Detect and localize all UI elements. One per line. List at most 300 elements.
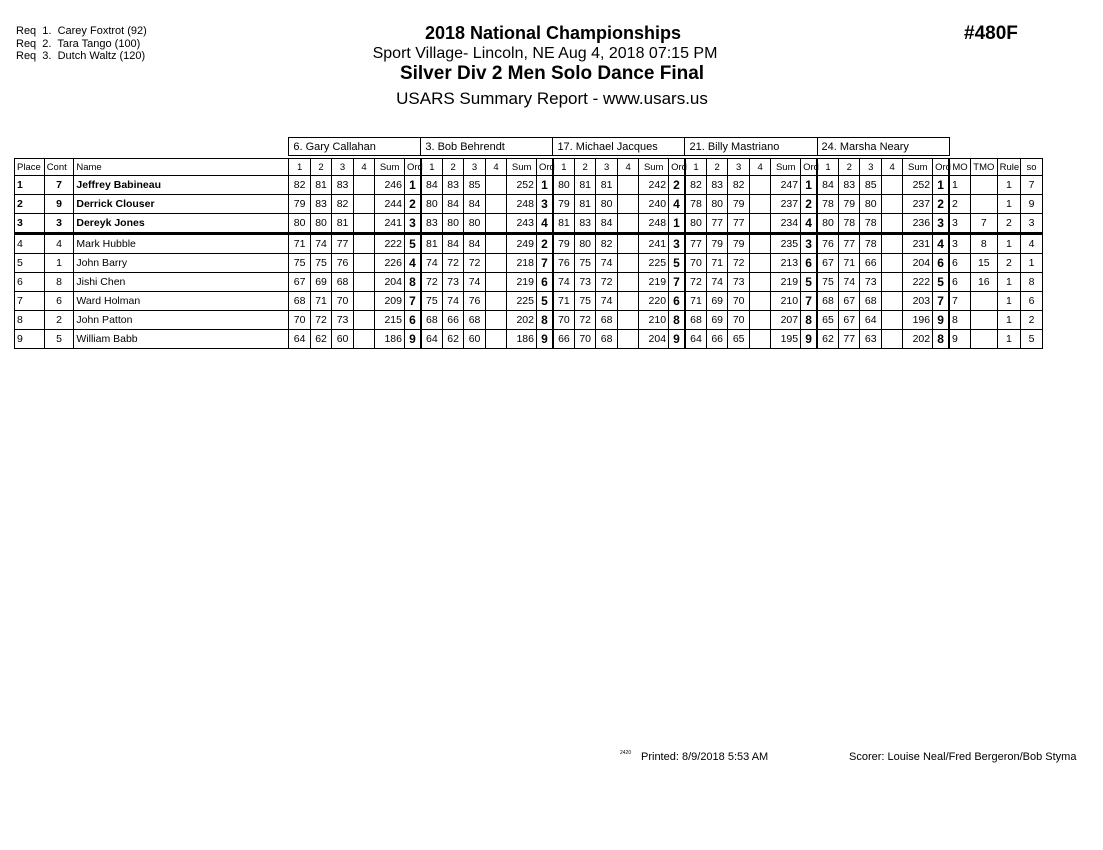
score-cell: 70 — [728, 311, 749, 330]
score-cell — [353, 195, 374, 214]
col-score-s1: 1 — [817, 159, 838, 176]
venue-line: Sport Village- Lincoln, NE Aug 4, 2018 07:15 PM — [372, 45, 718, 62]
col-tmo: TMO — [971, 159, 998, 176]
col-cont: Cont — [44, 159, 74, 176]
page-title: 2018 National Championships — [424, 23, 682, 43]
judge-header-spacer — [949, 138, 1042, 156]
score-cell — [353, 311, 374, 330]
sum-cell: 213 — [771, 254, 801, 273]
ord-cell: 8 — [536, 311, 552, 330]
score-cell: 70 — [685, 254, 706, 273]
ord-cell: 1 — [801, 176, 817, 195]
score-cell: 84 — [596, 214, 617, 234]
tmo-cell — [971, 176, 998, 195]
sum-cell: 202 — [903, 330, 933, 349]
so-cell: 5 — [1021, 330, 1043, 349]
ord-cell: 2 — [669, 176, 685, 195]
score-cell: 77 — [706, 214, 727, 234]
score-cell: 79 — [728, 234, 749, 254]
score-cell: 81 — [421, 234, 442, 254]
score-cell: 79 — [553, 234, 574, 254]
score-cell: 68 — [332, 273, 353, 292]
score-cell: 80 — [596, 195, 617, 214]
sum-cell: 237 — [903, 195, 933, 214]
col-rule: Rule — [997, 159, 1021, 176]
score-cell — [617, 254, 638, 273]
ord-cell: 6 — [669, 292, 685, 311]
score-cell: 75 — [574, 254, 595, 273]
score-cell: 82 — [685, 176, 706, 195]
place-cell: 3 — [15, 214, 45, 234]
col-name: Name — [74, 159, 289, 176]
table-row — [15, 234, 1043, 254]
col-ord: Ord — [669, 159, 685, 176]
score-cell — [485, 292, 506, 311]
score-cell: 85 — [860, 176, 881, 195]
ord-cell: 7 — [801, 292, 817, 311]
score-cell: 80 — [310, 214, 331, 234]
score-cell: 74 — [706, 273, 727, 292]
col-score-s1: 1 — [289, 159, 310, 176]
sum-cell: 222 — [375, 234, 405, 254]
results-table — [14, 137, 1043, 349]
sum-cell: 241 — [639, 234, 669, 254]
ord-cell: 2 — [404, 195, 420, 214]
score-cell: 81 — [553, 214, 574, 234]
score-cell: 80 — [464, 214, 485, 234]
col-ord: Ord — [801, 159, 817, 176]
tmo-cell — [971, 330, 998, 349]
rule-cell: 1 — [997, 330, 1021, 349]
score-cell: 80 — [706, 195, 727, 214]
sum-cell: 220 — [639, 292, 669, 311]
score-cell: 72 — [421, 273, 442, 292]
ord-cell: 5 — [801, 273, 817, 292]
rule-cell: 1 — [997, 234, 1021, 254]
score-cell: 74 — [553, 273, 574, 292]
ord-cell: 5 — [669, 254, 685, 273]
tmo-cell: 8 — [971, 234, 998, 254]
col-sum: Sum — [507, 159, 537, 176]
score-cell: 70 — [553, 311, 574, 330]
sum-cell: 246 — [375, 176, 405, 195]
score-cell: 72 — [310, 311, 331, 330]
score-cell — [617, 195, 638, 214]
score-cell — [881, 330, 902, 349]
tmo-cell: 7 — [971, 214, 998, 234]
score-cell: 81 — [332, 214, 353, 234]
mo-cell: 3 — [949, 234, 970, 254]
score-cell: 80 — [860, 195, 881, 214]
score-cell: 75 — [310, 254, 331, 273]
tmo-cell: 16 — [971, 273, 998, 292]
table-row — [15, 176, 1043, 195]
score-cell — [749, 292, 770, 311]
table-row — [15, 330, 1043, 349]
col-score-s1: 1 — [421, 159, 442, 176]
score-cell: 78 — [817, 195, 838, 214]
score-cell: 76 — [464, 292, 485, 311]
sum-cell: 207 — [771, 311, 801, 330]
ord-cell: 1 — [669, 214, 685, 234]
ord-cell: 3 — [801, 234, 817, 254]
score-cell — [881, 311, 902, 330]
col-score-s3: 3 — [596, 159, 617, 176]
score-cell: 74 — [421, 254, 442, 273]
event-number: #480F — [964, 23, 1018, 44]
sum-cell: 215 — [375, 311, 405, 330]
footer-code: 2420 — [620, 750, 632, 756]
so-cell: 1 — [1021, 254, 1043, 273]
requirement-2: Req 2. Tara Tango (100) — [16, 37, 141, 50]
cont-cell: 3 — [44, 214, 74, 234]
score-cell — [881, 195, 902, 214]
score-cell: 80 — [685, 214, 706, 234]
table-row — [15, 311, 1043, 330]
sum-cell: 222 — [903, 273, 933, 292]
so-cell: 7 — [1021, 176, 1043, 195]
table-row — [15, 214, 1043, 234]
score-cell: 80 — [421, 195, 442, 214]
score-cell — [617, 234, 638, 254]
mo-cell: 9 — [949, 330, 970, 349]
score-cell: 70 — [574, 330, 595, 349]
table-row — [15, 195, 1043, 214]
score-cell — [749, 195, 770, 214]
score-cell: 78 — [860, 234, 881, 254]
score-cell: 71 — [685, 292, 706, 311]
name-cell: Dereyk Jones — [74, 214, 289, 234]
col-score-s3: 3 — [464, 159, 485, 176]
so-cell: 9 — [1021, 195, 1043, 214]
score-cell: 83 — [332, 176, 353, 195]
col-score-s3: 3 — [332, 159, 353, 176]
ord-cell: 5 — [536, 292, 552, 311]
printed-timestamp: Printed: 8/9/2018 5:53 AM — [641, 751, 769, 763]
table-row — [15, 254, 1043, 273]
rule-cell: 1 — [997, 176, 1021, 195]
score-cell: 82 — [596, 234, 617, 254]
score-cell — [485, 311, 506, 330]
score-cell — [485, 330, 506, 349]
col-so: so — [1021, 159, 1043, 176]
ord-cell: 8 — [404, 273, 420, 292]
score-cell — [485, 176, 506, 195]
score-cell — [353, 273, 374, 292]
score-cell: 84 — [442, 195, 463, 214]
score-cell — [749, 214, 770, 234]
sum-cell: 210 — [639, 311, 669, 330]
score-cell: 62 — [310, 330, 331, 349]
mo-cell: 6 — [949, 273, 970, 292]
score-cell: 79 — [553, 195, 574, 214]
tmo-cell: 15 — [971, 254, 998, 273]
score-cell — [881, 254, 902, 273]
score-cell — [749, 311, 770, 330]
col-ord: Ord — [404, 159, 420, 176]
ord-cell: 8 — [933, 330, 949, 349]
sum-cell: 248 — [639, 214, 669, 234]
sum-cell: 202 — [507, 311, 537, 330]
col-score-s4: 4 — [485, 159, 506, 176]
score-cell: 76 — [553, 254, 574, 273]
score-cell: 74 — [464, 273, 485, 292]
sum-cell: 195 — [771, 330, 801, 349]
sum-cell: 225 — [639, 254, 669, 273]
ord-cell: 6 — [933, 254, 949, 273]
score-cell: 83 — [574, 214, 595, 234]
ord-cell: 6 — [536, 273, 552, 292]
score-cell: 74 — [596, 254, 617, 273]
score-cell: 72 — [728, 254, 749, 273]
score-cell: 79 — [289, 195, 310, 214]
sum-cell: 204 — [375, 273, 405, 292]
cont-cell: 4 — [44, 234, 74, 254]
score-cell: 62 — [442, 330, 463, 349]
score-cell: 76 — [817, 234, 838, 254]
score-cell: 76 — [332, 254, 353, 273]
name-cell: Ward Holman — [74, 292, 289, 311]
col-score-s4: 4 — [749, 159, 770, 176]
score-cell: 83 — [706, 176, 727, 195]
score-cell: 65 — [728, 330, 749, 349]
sum-cell: 225 — [507, 292, 537, 311]
score-cell: 68 — [685, 311, 706, 330]
score-cell: 73 — [442, 273, 463, 292]
sum-cell: 209 — [375, 292, 405, 311]
score-cell — [485, 254, 506, 273]
score-cell: 66 — [860, 254, 881, 273]
score-cell — [749, 176, 770, 195]
ord-cell: 8 — [669, 311, 685, 330]
col-sum: Sum — [639, 159, 669, 176]
score-cell — [881, 292, 902, 311]
col-score-s4: 4 — [353, 159, 374, 176]
ord-cell: 2 — [801, 195, 817, 214]
sum-cell: 240 — [639, 195, 669, 214]
score-cell: 62 — [817, 330, 838, 349]
score-cell — [617, 273, 638, 292]
ord-cell: 5 — [933, 273, 949, 292]
ord-cell: 1 — [404, 176, 420, 195]
sum-cell: 219 — [507, 273, 537, 292]
col-score-s1: 1 — [685, 159, 706, 176]
ord-cell: 7 — [933, 292, 949, 311]
score-cell: 68 — [464, 311, 485, 330]
score-cell: 84 — [817, 176, 838, 195]
score-cell: 64 — [289, 330, 310, 349]
score-cell: 67 — [838, 311, 859, 330]
judge-name: 3. Bob Behrendt — [421, 138, 553, 156]
ord-cell: 9 — [669, 330, 685, 349]
table-row — [15, 273, 1043, 292]
score-cell — [617, 214, 638, 234]
ord-cell: 6 — [404, 311, 420, 330]
column-header-row — [15, 159, 1043, 176]
name-cell: William Babb — [74, 330, 289, 349]
sum-cell: 203 — [903, 292, 933, 311]
col-score-s1: 1 — [553, 159, 574, 176]
col-ord: Ord — [536, 159, 552, 176]
score-cell: 83 — [421, 214, 442, 234]
ord-cell: 2 — [536, 234, 552, 254]
score-cell: 72 — [464, 254, 485, 273]
score-cell: 71 — [310, 292, 331, 311]
col-score-s3: 3 — [728, 159, 749, 176]
col-score-s2: 2 — [442, 159, 463, 176]
cont-cell: 7 — [44, 176, 74, 195]
place-cell: 4 — [15, 234, 45, 254]
sum-cell: 226 — [375, 254, 405, 273]
ord-cell: 6 — [801, 254, 817, 273]
score-cell: 72 — [596, 273, 617, 292]
score-cell: 80 — [553, 176, 574, 195]
score-cell: 80 — [442, 214, 463, 234]
ord-cell: 4 — [536, 214, 552, 234]
score-cell: 67 — [289, 273, 310, 292]
col-score-s4: 4 — [617, 159, 638, 176]
score-cell: 77 — [685, 234, 706, 254]
name-cell: Derrick Clouser — [74, 195, 289, 214]
score-cell: 72 — [442, 254, 463, 273]
score-cell: 67 — [838, 292, 859, 311]
ord-cell: 4 — [669, 195, 685, 214]
score-cell: 75 — [817, 273, 838, 292]
ord-cell: 9 — [801, 330, 817, 349]
so-cell: 3 — [1021, 214, 1043, 234]
sum-cell: 218 — [507, 254, 537, 273]
report-title: USARS Summary Report - www.usars.us — [396, 89, 708, 108]
sum-cell: 247 — [771, 176, 801, 195]
score-cell: 85 — [464, 176, 485, 195]
score-cell — [881, 214, 902, 234]
cont-cell: 6 — [44, 292, 74, 311]
score-cell: 68 — [421, 311, 442, 330]
ord-cell: 7 — [404, 292, 420, 311]
score-cell: 83 — [838, 176, 859, 195]
col-score-s3: 3 — [860, 159, 881, 176]
score-cell — [353, 292, 374, 311]
score-cell: 67 — [817, 254, 838, 273]
rule-cell: 1 — [997, 311, 1021, 330]
score-cell: 79 — [728, 195, 749, 214]
score-cell: 84 — [464, 195, 485, 214]
score-cell: 69 — [310, 273, 331, 292]
sum-cell: 204 — [639, 330, 669, 349]
sum-cell: 243 — [507, 214, 537, 234]
score-cell — [485, 273, 506, 292]
score-cell: 71 — [553, 292, 574, 311]
judge-name: 24. Marsha Neary — [817, 138, 949, 156]
score-cell — [881, 234, 902, 254]
score-cell — [353, 254, 374, 273]
mo-cell: 2 — [949, 195, 970, 214]
score-cell — [617, 176, 638, 195]
mo-cell: 3 — [949, 214, 970, 234]
score-cell: 78 — [685, 195, 706, 214]
ord-cell: 9 — [536, 330, 552, 349]
score-cell: 63 — [860, 330, 881, 349]
score-cell: 79 — [838, 195, 859, 214]
score-cell — [485, 234, 506, 254]
ord-cell: 3 — [933, 214, 949, 234]
ord-cell: 5 — [404, 234, 420, 254]
ord-cell: 1 — [536, 176, 552, 195]
score-cell — [353, 330, 374, 349]
score-cell: 69 — [706, 292, 727, 311]
cont-cell: 2 — [44, 311, 74, 330]
name-cell: Jishi Chen — [74, 273, 289, 292]
score-cell — [749, 254, 770, 273]
score-cell: 74 — [310, 234, 331, 254]
col-mo: MO — [949, 159, 970, 176]
score-cell — [485, 214, 506, 234]
place-cell: 2 — [15, 195, 45, 214]
score-cell — [749, 234, 770, 254]
score-cell: 71 — [706, 254, 727, 273]
rule-cell: 1 — [997, 273, 1021, 292]
table-row — [15, 292, 1043, 311]
so-cell: 6 — [1021, 292, 1043, 311]
ord-cell: 7 — [536, 254, 552, 273]
score-cell: 73 — [728, 273, 749, 292]
judge-name: 6. Gary Callahan — [289, 138, 421, 156]
rule-cell: 2 — [997, 254, 1021, 273]
score-cell: 71 — [838, 254, 859, 273]
ord-cell: 3 — [404, 214, 420, 234]
sum-cell: 196 — [903, 311, 933, 330]
col-score-s4: 4 — [881, 159, 902, 176]
ord-cell: 4 — [404, 254, 420, 273]
ord-cell: 1 — [933, 176, 949, 195]
place-cell: 8 — [15, 311, 45, 330]
score-cell: 72 — [685, 273, 706, 292]
requirement-3: Req 3. Dutch Waltz (120) — [16, 50, 146, 62]
score-cell: 74 — [596, 292, 617, 311]
score-cell: 73 — [332, 311, 353, 330]
sum-cell: 241 — [375, 214, 405, 234]
ord-cell: 4 — [801, 214, 817, 234]
score-cell: 68 — [860, 292, 881, 311]
score-cell: 68 — [596, 330, 617, 349]
score-cell: 78 — [860, 214, 881, 234]
so-cell: 2 — [1021, 311, 1043, 330]
tmo-cell — [971, 311, 998, 330]
ord-cell: 8 — [801, 311, 817, 330]
score-cell: 66 — [706, 330, 727, 349]
score-cell: 83 — [310, 195, 331, 214]
score-cell: 75 — [421, 292, 442, 311]
score-cell: 74 — [838, 273, 859, 292]
ord-cell: 4 — [933, 234, 949, 254]
rule-cell: 1 — [997, 292, 1021, 311]
cont-cell: 8 — [44, 273, 74, 292]
place-cell: 7 — [15, 292, 45, 311]
score-cell: 73 — [574, 273, 595, 292]
ord-cell: 9 — [404, 330, 420, 349]
col-place: Place — [15, 159, 45, 176]
judge-name: 21. Billy Mastriano — [685, 138, 817, 156]
sum-cell: 204 — [903, 254, 933, 273]
score-cell: 70 — [289, 311, 310, 330]
score-cell — [749, 273, 770, 292]
sum-cell: 236 — [903, 214, 933, 234]
score-cell: 69 — [706, 311, 727, 330]
score-cell: 70 — [332, 292, 353, 311]
so-cell: 8 — [1021, 273, 1043, 292]
sum-cell: 248 — [507, 195, 537, 214]
score-cell: 66 — [553, 330, 574, 349]
